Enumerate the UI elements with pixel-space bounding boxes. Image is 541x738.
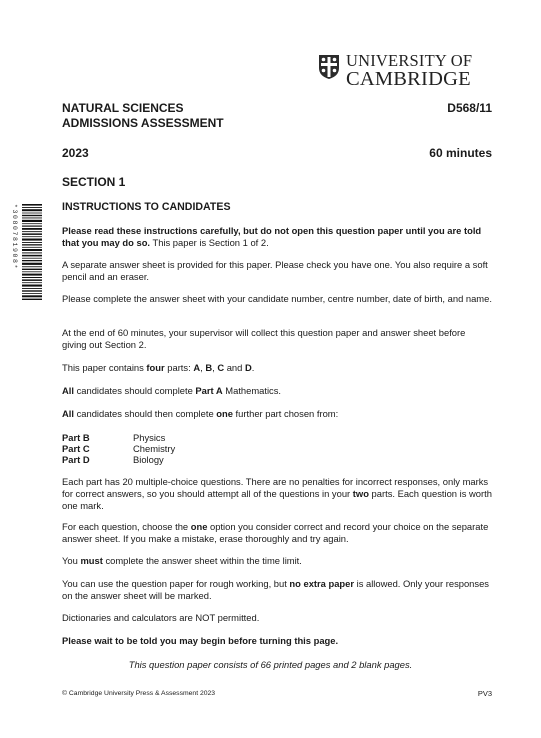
part-row [62, 454, 175, 465]
part-label: Part D [62, 454, 90, 465]
text-bold: All [62, 408, 74, 419]
logo-line-1: UNIVERSITY OF [346, 51, 473, 70]
text: Mathematics. [222, 385, 282, 396]
title-line-1: NATURAL SCIENCES [62, 101, 184, 115]
paper-code: D568/11 [447, 101, 492, 115]
part-row [62, 432, 175, 443]
text-bold: B [205, 362, 213, 373]
instruction-1 [62, 225, 492, 249]
text-bold: four [146, 362, 165, 373]
instruction-3: Please complete the answer sheet with your candidate number, centre number, date of birth, and name. [62, 293, 492, 304]
instruction-7 [62, 408, 492, 420]
part-subject: Biology [133, 454, 164, 465]
part-label: Part C [62, 443, 90, 454]
text-bold: D [244, 362, 252, 373]
text-bold: one [216, 408, 233, 419]
text: parts. Each question is worth one mark. [62, 488, 492, 511]
text: candidates should complete [73, 385, 196, 396]
part-row [62, 443, 175, 454]
text: You [62, 555, 81, 566]
text-bold: must [80, 555, 103, 566]
section-title: SECTION 1 [62, 175, 126, 189]
text: parts: [164, 362, 194, 373]
instruction-13: Please wait to be told you may begin before turning this page. [62, 635, 339, 646]
title-line-2: ADMISSIONS ASSESSMENT [62, 116, 224, 130]
text-bold: two [352, 488, 369, 499]
instruction-11 [62, 578, 492, 602]
part-subject: Physics [133, 432, 166, 443]
text: is allowed. Only your responses on the answer sheet will be marked. [62, 578, 489, 601]
instruction-10 [62, 555, 492, 567]
text: , [212, 362, 218, 373]
parts-list [62, 432, 175, 465]
text: option you consider correct and record your choice on the separate answer sheet. If you make a mistake, erase thoroughly and try again. [62, 521, 489, 544]
instruction-8 [62, 476, 492, 512]
text-bold: A [193, 362, 201, 373]
instruction-9 [62, 521, 492, 545]
text: This paper contains [62, 362, 147, 373]
text: candidates should then complete [73, 408, 217, 419]
text-bold: All [62, 385, 74, 396]
text: , [200, 362, 206, 373]
text-bold: one [190, 521, 208, 532]
copyright: © Cambridge University Press & Assessment 2023 [62, 690, 216, 697]
text-bold: no extra paper [289, 578, 355, 589]
instruction-2: A separate answer sheet is provided for this paper. Please check you have one. You also require a soft pencil and an eraser. [62, 259, 488, 282]
text: further part chosen from: [232, 408, 339, 419]
text-bold: Part A [195, 385, 223, 396]
instruction-6 [62, 385, 492, 397]
university-crest [318, 54, 340, 80]
instruction-12: Dictionaries and calculators are NOT permitted. [62, 612, 260, 623]
barcode-digits: *3080781908* [11, 204, 18, 271]
text-bold: C [217, 362, 225, 373]
text: Each part has 20 multiple-choice questions. There are no penalties for incorrect responses, only marks for correct answers, so you should attempt all of the questions in your [62, 476, 489, 499]
exam-year: 2023 [62, 146, 89, 160]
instructions-heading: INSTRUCTIONS TO CANDIDATES [62, 201, 231, 213]
text: For each question, choose the [62, 521, 191, 532]
instruction-1-bold: Please read these instructions carefully, but do not open this question paper until you are told that you may do so. [62, 225, 482, 248]
instruction-5 [62, 362, 492, 374]
exam-duration: 60 minutes [429, 146, 492, 160]
logo-line-2: CAMBRIDGE [346, 68, 471, 90]
barcode [22, 204, 42, 300]
text: and [224, 362, 245, 373]
text: complete the answer sheet within the time limit. [102, 555, 302, 566]
instruction-4: At the end of 60 minutes, your supervisor will collect this question paper and answer sheet before giving out Section 2. [62, 327, 466, 350]
part-subject: Chemistry [133, 443, 176, 454]
text: . [251, 362, 255, 373]
page-count-note: This question paper consists of 66 printed pages and 2 blank pages. [128, 659, 413, 670]
footer-code: PV3 [477, 689, 492, 698]
part-label: Part B [62, 432, 90, 443]
instruction-1-rest: This paper is Section 1 of 2. [150, 237, 269, 248]
text: You can use the question paper for rough working, but [62, 578, 290, 589]
